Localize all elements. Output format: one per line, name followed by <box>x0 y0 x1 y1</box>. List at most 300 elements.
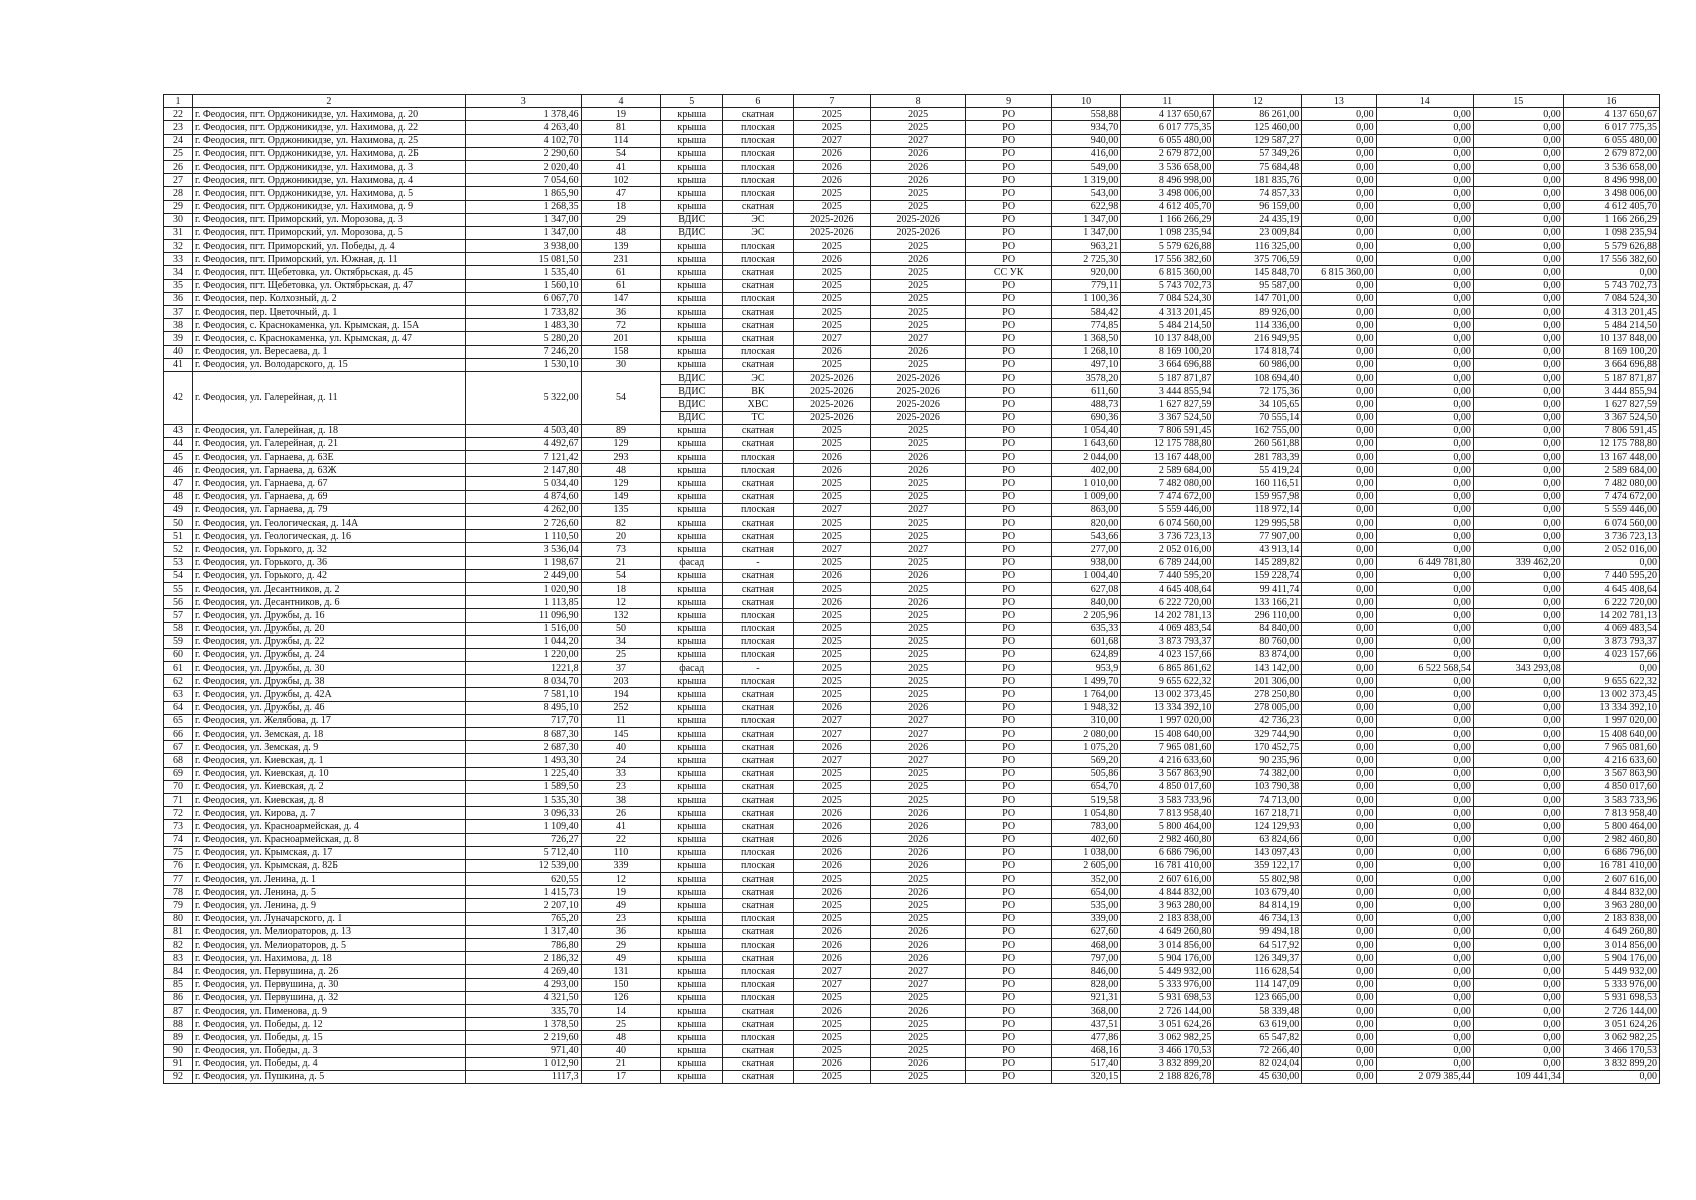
cell-area: 717,70 <box>465 714 581 727</box>
cell-plan-year: 2027 <box>793 503 871 516</box>
cell-specific-cost: 260 561,88 <box>1214 437 1302 450</box>
cell-fund-owner: 0,00 <box>1376 596 1473 609</box>
cell-fund-owner: 0,00 <box>1376 793 1473 806</box>
cell-fund-owner: 0,00 <box>1376 886 1473 899</box>
cell-plan-year: 2025 <box>793 121 871 134</box>
cell-element: крыша <box>661 1070 723 1083</box>
cell-fund-owner: 0,00 <box>1376 292 1473 305</box>
cell-plan-year: 2025 <box>793 187 871 200</box>
cell-cost: 6 815 360,00 <box>1121 266 1214 279</box>
cell-plan-year: 2025 <box>793 437 871 450</box>
cell-fund-ro: 3 736 723,13 <box>1563 530 1659 543</box>
cell-row-number: 57 <box>164 609 193 622</box>
cell-address: г. Феодосия, ул. Красноармейская, д. 4 <box>192 820 465 833</box>
cell-residents: 293 <box>581 451 661 464</box>
cell-fund-owner: 0,00 <box>1376 358 1473 371</box>
cell-fund-ro: 3 051 624,26 <box>1563 1018 1659 1031</box>
cell-row-number: 55 <box>164 582 193 595</box>
cell-work-year: 2025-2026 <box>871 226 966 239</box>
cell-fund-owner: 0,00 <box>1376 490 1473 503</box>
cell-area: 1 113,85 <box>465 596 581 609</box>
cell-customer: РО <box>966 451 1052 464</box>
cell-row-number: 80 <box>164 912 193 925</box>
cell-fund-owner: 0,00 <box>1376 899 1473 912</box>
cell-area: 4 102,70 <box>465 134 581 147</box>
cell-work-year: 2026 <box>871 451 966 464</box>
cell-type: плоская <box>723 134 793 147</box>
cell-area: 786,80 <box>465 939 581 952</box>
cell-row-number: 84 <box>164 965 193 978</box>
cell-type: плоская <box>723 160 793 173</box>
cell-area: 1 317,40 <box>465 925 581 938</box>
cell-fund-other: 0,00 <box>1473 490 1563 503</box>
table-row <box>164 859 1660 872</box>
cell-row-number: 82 <box>164 939 193 952</box>
cell-specific-cost: 278 250,80 <box>1214 688 1302 701</box>
cell-cost: 7 440 595,20 <box>1121 569 1214 582</box>
cell-specific-cost: 129 995,58 <box>1214 517 1302 530</box>
cell-address: г. Феодосия, ул. Дружбы, д. 42А <box>192 688 465 701</box>
cell-row-number: 40 <box>164 345 193 358</box>
cell-residents: 135 <box>581 503 661 516</box>
cell-work-year: 2026 <box>871 741 966 754</box>
cell-volume: 611,60 <box>1052 385 1121 398</box>
cell-cost: 3 498 006,00 <box>1121 187 1214 200</box>
cell-plan-year: 2026 <box>793 174 871 187</box>
cell-fund-ro: 5 449 932,00 <box>1563 965 1659 978</box>
cell-cost: 7 084 524,30 <box>1121 292 1214 305</box>
cell-address: г. Феодосия, с. Краснокаменка, ул. Крымская, д. 47 <box>192 332 465 345</box>
table-row <box>164 622 1660 635</box>
cell-work-year: 2026 <box>871 1057 966 1070</box>
cell-type: плоская <box>723 991 793 1004</box>
cell-plan-year: 2026 <box>793 345 871 358</box>
cell-residents: 54 <box>581 569 661 582</box>
cell-element: крыша <box>661 160 723 173</box>
cell-element: крыша <box>661 741 723 754</box>
cell-row-number: 46 <box>164 464 193 477</box>
cell-row-number: 30 <box>164 213 193 226</box>
cell-work-year: 2025 <box>871 200 966 213</box>
cell-customer: РО <box>966 503 1052 516</box>
cell-element: крыша <box>661 859 723 872</box>
cell-work-year: 2027 <box>871 965 966 978</box>
cell-specific-cost: 74 857,33 <box>1214 187 1302 200</box>
table-row <box>164 1070 1660 1083</box>
cell-fund-ro: 5 904 176,00 <box>1563 952 1659 965</box>
cell-address: г. Феодосия, ул. Первушина, д. 30 <box>192 978 465 991</box>
cell-specific-cost: 63 619,00 <box>1214 1018 1302 1031</box>
cell-row-number: 39 <box>164 332 193 345</box>
table-row <box>164 240 1660 253</box>
cell-fund-ro: 4 137 650,67 <box>1563 108 1659 121</box>
cell-plan-year: 2025 <box>793 899 871 912</box>
cell-residents: 147 <box>581 292 661 305</box>
cell-fund-owner: 6 449 781,80 <box>1376 556 1473 569</box>
table-row <box>164 793 1660 806</box>
cell-residents: 37 <box>581 662 661 675</box>
cell-fund-owner: 0,00 <box>1376 939 1473 952</box>
cell-plan-year: 2026 <box>793 596 871 609</box>
cell-fund-ss: 0,00 <box>1302 569 1376 582</box>
cell-fund-ro: 15 408 640,00 <box>1563 728 1659 741</box>
cell-plan-year: 2025 <box>793 530 871 543</box>
cell-specific-cost: 57 349,26 <box>1214 147 1302 160</box>
cell-fund-other: 0,00 <box>1473 187 1563 200</box>
cell-area: 1 865,90 <box>465 187 581 200</box>
cell-fund-other: 0,00 <box>1473 688 1563 701</box>
cell-fund-other: 0,00 <box>1473 543 1563 556</box>
cell-element: крыша <box>661 728 723 741</box>
cell-residents: 203 <box>581 675 661 688</box>
cell-specific-cost: 145 289,82 <box>1214 556 1302 569</box>
column-number: 5 <box>661 95 723 108</box>
cell-fund-owner: 0,00 <box>1376 306 1473 319</box>
cell-cost: 3 051 624,26 <box>1121 1018 1214 1031</box>
cell-work-year: 2025 <box>871 358 966 371</box>
cell-cost: 7 806 591,45 <box>1121 424 1214 437</box>
cell-residents: 50 <box>581 622 661 635</box>
cell-fund-other: 0,00 <box>1473 807 1563 820</box>
cell-work-year: 2025 <box>871 279 966 292</box>
cell-fund-ss: 0,00 <box>1302 728 1376 741</box>
cell-fund-owner: 0,00 <box>1376 912 1473 925</box>
cell-address: г. Феодосия, ул. Первушина, д. 26 <box>192 965 465 978</box>
cell-area: 5 034,40 <box>465 477 581 490</box>
cell-fund-ss: 0,00 <box>1302 411 1376 424</box>
cell-element: крыша <box>661 1057 723 1070</box>
cell-fund-other: 0,00 <box>1473 701 1563 714</box>
cell-fund-ro: 6 074 560,00 <box>1563 517 1659 530</box>
cell-volume: 277,00 <box>1052 543 1121 556</box>
cell-work-year: 2025 <box>871 490 966 503</box>
table-row <box>164 1057 1660 1070</box>
cell-element: крыша <box>661 121 723 134</box>
cell-fund-owner: 0,00 <box>1376 688 1473 701</box>
cell-type: ХВС <box>723 398 793 411</box>
cell-row-number: 71 <box>164 793 193 806</box>
cell-residents: 14 <box>581 1004 661 1017</box>
cell-cost: 3 536 658,00 <box>1121 160 1214 173</box>
cell-row-number: 87 <box>164 1004 193 1017</box>
cell-customer: РО <box>966 160 1052 173</box>
cell-type: плоская <box>723 675 793 688</box>
cell-type: плоская <box>723 939 793 952</box>
cell-work-year: 2025 <box>871 688 966 701</box>
cell-volume: 797,00 <box>1052 952 1121 965</box>
cell-residents: 12 <box>581 873 661 886</box>
cell-plan-year: 2025 <box>793 662 871 675</box>
cell-area: 1 347,00 <box>465 226 581 239</box>
cell-volume: 320,15 <box>1052 1070 1121 1083</box>
cell-residents: 19 <box>581 108 661 121</box>
cell-plan-year: 2025 <box>793 767 871 780</box>
cell-specific-cost: 46 734,13 <box>1214 912 1302 925</box>
table-row <box>164 754 1660 767</box>
cell-specific-cost: 82 024,04 <box>1214 1057 1302 1070</box>
cell-element: крыша <box>661 306 723 319</box>
cell-fund-ss: 0,00 <box>1302 596 1376 609</box>
cell-area: 12 539,00 <box>465 859 581 872</box>
table-row <box>164 319 1660 332</box>
cell-specific-cost: 23 009,84 <box>1214 226 1302 239</box>
cell-work-year: 2025-2026 <box>871 398 966 411</box>
cell-volume: 1 948,32 <box>1052 701 1121 714</box>
cell-address: г. Феодосия, ул. Победы, д. 3 <box>192 1044 465 1057</box>
cell-address: г. Феодосия, ул. Дружбы, д. 38 <box>192 675 465 688</box>
cell-residents: 29 <box>581 939 661 952</box>
cell-fund-ss: 0,00 <box>1302 1057 1376 1070</box>
cell-residents: 23 <box>581 912 661 925</box>
cell-work-year: 2026 <box>871 569 966 582</box>
cell-specific-cost: 123 665,00 <box>1214 991 1302 1004</box>
table-row <box>164 648 1660 661</box>
cell-row-number: 27 <box>164 174 193 187</box>
cell-address: г. Феодосия, ул. Вересаева, д. 1 <box>192 345 465 358</box>
cell-element: крыша <box>661 939 723 952</box>
cell-cost: 4 850 017,60 <box>1121 780 1214 793</box>
cell-residents: 114 <box>581 134 661 147</box>
cell-residents: 102 <box>581 174 661 187</box>
cell-plan-year: 2027 <box>793 543 871 556</box>
cell-volume: 497,10 <box>1052 358 1121 371</box>
cell-fund-owner: 0,00 <box>1376 437 1473 450</box>
cell-element: крыша <box>661 477 723 490</box>
cell-cost: 4 023 157,66 <box>1121 648 1214 661</box>
cell-address: г. Феодосия, ул. Гарнаева, д. 69 <box>192 490 465 503</box>
cell-fund-owner: 0,00 <box>1376 385 1473 398</box>
cell-fund-owner: 0,00 <box>1376 266 1473 279</box>
table-row <box>164 187 1660 200</box>
table-row <box>164 200 1660 213</box>
cell-plan-year: 2026 <box>793 451 871 464</box>
cell-customer: РО <box>966 437 1052 450</box>
cell-type: плоская <box>723 912 793 925</box>
table-row <box>164 899 1660 912</box>
cell-cost: 4 137 650,67 <box>1121 108 1214 121</box>
cell-specific-cost: 118 972,14 <box>1214 503 1302 516</box>
cell-area: 7 121,42 <box>465 451 581 464</box>
cell-customer: РО <box>966 279 1052 292</box>
cell-fund-ss: 0,00 <box>1302 437 1376 450</box>
cell-specific-cost: 83 874,00 <box>1214 648 1302 661</box>
cell-fund-ro: 12 175 788,80 <box>1563 437 1659 450</box>
cell-fund-owner: 0,00 <box>1376 424 1473 437</box>
cell-fund-other: 0,00 <box>1473 240 1563 253</box>
cell-area: 335,70 <box>465 1004 581 1017</box>
cell-specific-cost: 114 336,00 <box>1214 319 1302 332</box>
cell-fund-ss: 0,00 <box>1302 1031 1376 1044</box>
cell-area: 2 020,40 <box>465 160 581 173</box>
cell-work-year: 2026 <box>871 345 966 358</box>
cell-fund-owner: 0,00 <box>1376 530 1473 543</box>
cell-specific-cost: 143 142,00 <box>1214 662 1302 675</box>
cell-work-year: 2025 <box>871 121 966 134</box>
cell-cost: 6 074 560,00 <box>1121 517 1214 530</box>
cell-row-number: 22 <box>164 108 193 121</box>
cell-fund-ss: 0,00 <box>1302 1004 1376 1017</box>
cell-area: 1 268,35 <box>465 200 581 213</box>
cell-cost: 14 202 781,13 <box>1121 609 1214 622</box>
cell-volume: 920,00 <box>1052 266 1121 279</box>
cell-residents: 41 <box>581 160 661 173</box>
cell-element: крыша <box>661 1031 723 1044</box>
table-row <box>164 952 1660 965</box>
cell-residents: 61 <box>581 266 661 279</box>
cell-customer: РО <box>966 1057 1052 1070</box>
cell-customer: РО <box>966 385 1052 398</box>
cell-specific-cost: 143 097,43 <box>1214 846 1302 859</box>
cell-cost: 2 726 144,00 <box>1121 1004 1214 1017</box>
cell-fund-ro: 2 726 144,00 <box>1563 1004 1659 1017</box>
cell-element: крыша <box>661 240 723 253</box>
cell-area: 7 054,60 <box>465 174 581 187</box>
cell-volume: 627,60 <box>1052 925 1121 938</box>
cell-work-year: 2026 <box>871 939 966 952</box>
cell-address: г. Феодосия, пер. Колхозный, д. 2 <box>192 292 465 305</box>
cell-fund-ro: 2 679 872,00 <box>1563 147 1659 160</box>
cell-cost: 1 166 266,29 <box>1121 213 1214 226</box>
cell-customer: РО <box>966 859 1052 872</box>
cell-element: крыша <box>661 596 723 609</box>
cell-volume: 1 038,00 <box>1052 846 1121 859</box>
cell-area: 4 874,60 <box>465 490 581 503</box>
cell-fund-owner: 0,00 <box>1376 1031 1473 1044</box>
cell-type: плоская <box>723 859 793 872</box>
cell-customer: РО <box>966 411 1052 424</box>
cell-work-year: 2025 <box>871 108 966 121</box>
cell-work-year: 2025 <box>871 767 966 780</box>
cell-fund-owner: 0,00 <box>1376 503 1473 516</box>
cell-area: 3 096,33 <box>465 807 581 820</box>
cell-fund-owner: 0,00 <box>1376 147 1473 160</box>
cell-residents: 252 <box>581 701 661 714</box>
table-row <box>164 820 1660 833</box>
cell-specific-cost: 75 684,48 <box>1214 160 1302 173</box>
cell-element: ВДИС <box>661 371 723 384</box>
cell-area: 2 219,60 <box>465 1031 581 1044</box>
column-number: 7 <box>793 95 871 108</box>
cell-cost: 3 014 856,00 <box>1121 939 1214 952</box>
cell-residents: 150 <box>581 978 661 991</box>
table-row <box>164 464 1660 477</box>
cell-row-number: 24 <box>164 134 193 147</box>
cell-specific-cost: 170 452,75 <box>1214 741 1302 754</box>
cell-cost: 8 496 998,00 <box>1121 174 1214 187</box>
cell-fund-other: 0,00 <box>1473 714 1563 727</box>
cell-plan-year: 2025-2026 <box>793 385 871 398</box>
cell-type: скатная <box>723 807 793 820</box>
cell-fund-owner: 2 079 385,44 <box>1376 1070 1473 1083</box>
cell-element: крыша <box>661 952 723 965</box>
cell-fund-ss: 0,00 <box>1302 807 1376 820</box>
cell-element: крыша <box>661 187 723 200</box>
cell-work-year: 2026 <box>871 1004 966 1017</box>
cell-customer: РО <box>966 371 1052 384</box>
cell-fund-ss: 0,00 <box>1302 213 1376 226</box>
cell-residents: 72 <box>581 319 661 332</box>
cell-customer: РО <box>966 358 1052 371</box>
cell-residents: 131 <box>581 965 661 978</box>
cell-residents: 194 <box>581 688 661 701</box>
cell-cost: 3 736 723,13 <box>1121 530 1214 543</box>
cell-fund-other: 0,00 <box>1473 503 1563 516</box>
cell-fund-ss: 0,00 <box>1302 240 1376 253</box>
table-row <box>164 424 1660 437</box>
cell-area: 4 262,00 <box>465 503 581 516</box>
cell-specific-cost: 145 848,70 <box>1214 266 1302 279</box>
cell-residents: 129 <box>581 477 661 490</box>
cell-volume: 654,00 <box>1052 886 1121 899</box>
table-row <box>164 306 1660 319</box>
cell-plan-year: 2025 <box>793 358 871 371</box>
cell-area: 1 530,10 <box>465 358 581 371</box>
cell-residents: 18 <box>581 582 661 595</box>
cell-fund-ro: 13 002 373,45 <box>1563 688 1659 701</box>
cell-address: г. Феодосия, ул. Ленина, д. 5 <box>192 886 465 899</box>
cell-row-number: 68 <box>164 754 193 767</box>
cell-specific-cost: 64 517,92 <box>1214 939 1302 952</box>
cell-address: г. Феодосия, ул. Киевская, д. 2 <box>192 780 465 793</box>
cell-fund-ro: 17 556 382,60 <box>1563 253 1659 266</box>
cell-fund-owner: 6 522 568,54 <box>1376 662 1473 675</box>
cell-fund-ro: 4 649 260,80 <box>1563 925 1659 938</box>
cell-row-number: 72 <box>164 807 193 820</box>
cell-element: крыша <box>661 925 723 938</box>
cell-work-year: 2025 <box>871 912 966 925</box>
cell-fund-ss: 0,00 <box>1302 675 1376 688</box>
cell-fund-ss: 0,00 <box>1302 648 1376 661</box>
cell-type: плоская <box>723 1031 793 1044</box>
cell-customer: РО <box>966 253 1052 266</box>
cell-fund-other: 0,00 <box>1473 1044 1563 1057</box>
cell-customer: РО <box>966 714 1052 727</box>
cell-cost: 7 482 080,00 <box>1121 477 1214 490</box>
cell-work-year: 2025 <box>871 477 966 490</box>
cell-residents: 49 <box>581 952 661 965</box>
table-row-group-42 <box>164 371 1660 384</box>
cell-cost: 4 844 832,00 <box>1121 886 1214 899</box>
cell-fund-ro: 6 686 796,00 <box>1563 846 1659 859</box>
cell-fund-ro: 14 202 781,13 <box>1563 609 1659 622</box>
cell-customer: РО <box>966 213 1052 226</box>
cell-fund-ss: 0,00 <box>1302 556 1376 569</box>
cell-element: ВДИС <box>661 226 723 239</box>
cell-fund-ss: 0,00 <box>1302 503 1376 516</box>
cell-customer: РО <box>966 609 1052 622</box>
cell-cost: 4 313 201,45 <box>1121 306 1214 319</box>
cell-cost: 5 743 702,73 <box>1121 279 1214 292</box>
cell-type: скатная <box>723 780 793 793</box>
cell-plan-year: 2026 <box>793 807 871 820</box>
cell-row-number: 64 <box>164 701 193 714</box>
cell-fund-other: 0,00 <box>1473 952 1563 965</box>
cell-row-number: 32 <box>164 240 193 253</box>
cell-area: 1 535,40 <box>465 266 581 279</box>
cell-fund-ss: 0,00 <box>1302 345 1376 358</box>
cell-row-number: 52 <box>164 543 193 556</box>
table-row <box>164 688 1660 701</box>
cell-cost: 3 567 863,90 <box>1121 767 1214 780</box>
cell-row-number: 26 <box>164 160 193 173</box>
cell-cost: 5 559 446,00 <box>1121 503 1214 516</box>
cell-row-number: 77 <box>164 873 193 886</box>
cell-volume: 535,00 <box>1052 899 1121 912</box>
cell-type: скатная <box>723 820 793 833</box>
cell-fund-ss: 0,00 <box>1302 477 1376 490</box>
cell-residents: 47 <box>581 187 661 200</box>
cell-type: плоская <box>723 240 793 253</box>
